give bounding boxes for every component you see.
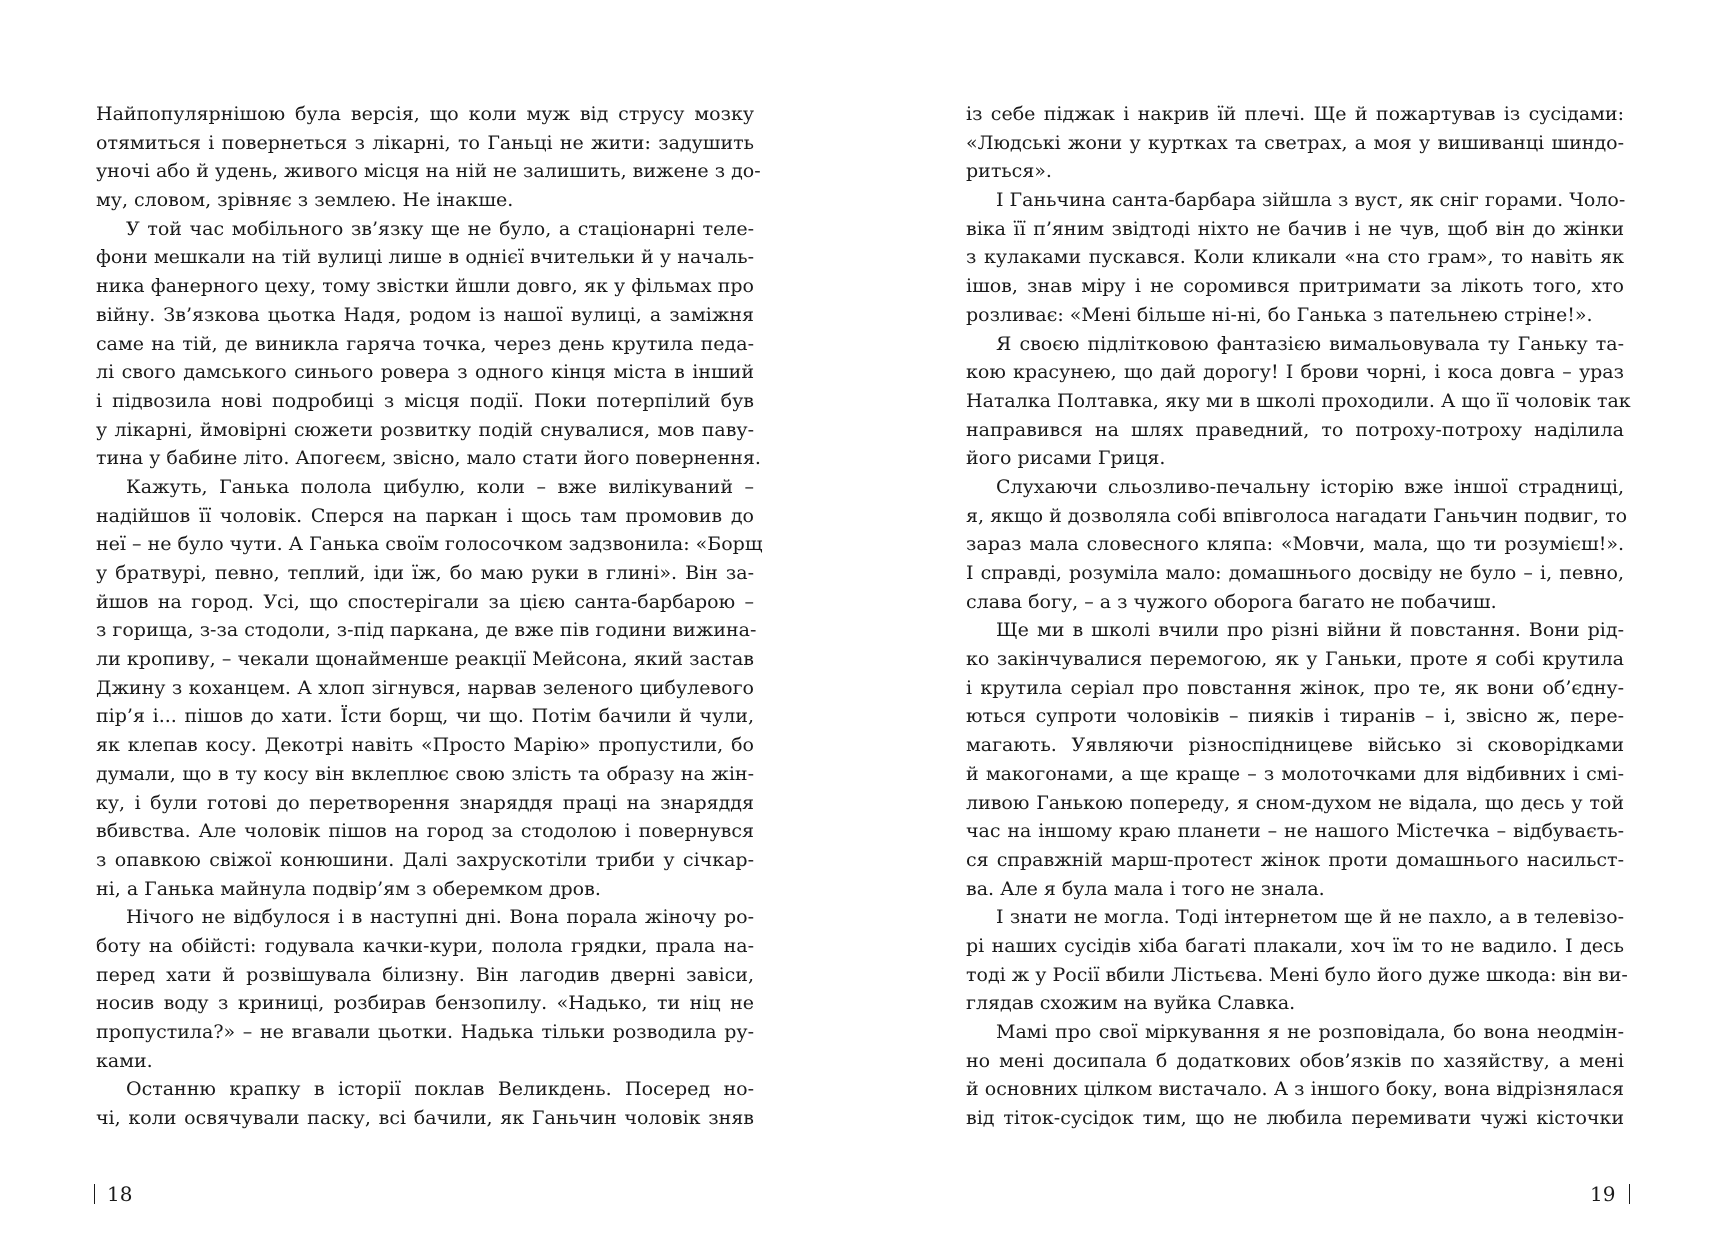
- folio-rule: [1629, 1184, 1630, 1204]
- text-line: надійшов її чоловік. Сперся на паркан і щось там промовив до: [96, 504, 754, 527]
- text-line: рі наших сусідів хіба багаті плакали, хоч їм то не вадило. І десь: [966, 934, 1624, 957]
- text-line: Мамі про свої міркування я не розповідала, бо вона неодмін-: [996, 1021, 1624, 1043]
- text-line: но мені досипала б додаткових обов’язків по хазяйству, а мені: [966, 1049, 1624, 1072]
- text-line: розливає: «Мені більше ні-ні, бо Ганька з пательнею стріне!».: [966, 303, 1593, 326]
- text-line: ко закінчувалися перемогою, як у Ганьки, проте я собі крутила: [966, 648, 1624, 671]
- text-line: уночі або й удень, живого місця на ній не залишить, вижене з до-: [96, 160, 761, 183]
- text-line: ками.: [96, 1049, 153, 1072]
- text-line: ні, а Ганька майнула подвір’ям з оберемком дров.: [96, 877, 601, 900]
- text-line: його рисами Гриця.: [966, 447, 1166, 470]
- text-line: І справді, розуміла мало: домашнього досвіду не було – і, певно,: [966, 562, 1624, 584]
- text-line: му, словом, зрівняє з землею. Не інакше.: [96, 189, 514, 212]
- text-line: думали, що в ту косу він вклеплює свою злість та образу на жін-: [96, 762, 754, 785]
- text-line: вбивства. Але чоловік пішов на город за стодолою і повернувся: [96, 820, 754, 843]
- text-line: ва. Але я була мала і того не знала.: [966, 877, 1325, 900]
- text-line: направився на шлях праведний, то потроху-потроху наділила: [966, 418, 1624, 441]
- text-line: магають. Уявляючи різноспідницеве військо зі сковорідками: [966, 734, 1624, 757]
- text-line: Останню крапку в історії поклав Великдень. Посеред но-: [126, 1078, 754, 1101]
- text-line: війну. Зв’язкова цьотка Надя, родом із нашої вулиці, а заміжня: [96, 303, 754, 326]
- text-line: отямиться і повернеться з лікарні, то Ганьці не жити: задушить: [96, 131, 754, 154]
- text-line: у братвурі, певно, теплий, іди їж, бо маю руки в глині». Він за-: [96, 562, 754, 584]
- text-line: чі, коли освячували паску, всі бачили, як Ганьчин чоловік зняв: [96, 1107, 754, 1130]
- text-line: Кажуть, Ганька полола цибулю, коли – вже вилікуваний –: [126, 475, 754, 498]
- text-line: ішов, знав міру і не соромився притримати за лікоть того, хто: [966, 275, 1624, 298]
- text-line: йшов на город. Усі, що спостерігали за цією санта-барбарою –: [96, 590, 754, 613]
- text-line: ку, і були готові до перетворення знаряддя праці на знаряддя: [96, 791, 754, 814]
- text-line: Я своєю підлітковою фантазією вимальовувала ту Ганьку та-: [996, 332, 1624, 355]
- text-line: тина у бабине літо. Апогеєм, звісно, мало стати його повернення.: [96, 447, 761, 470]
- text-line: ли кропиву, – чекали щонайменше реакції Мейсона, який застав: [96, 648, 754, 671]
- text-line: слава богу, – а з чужого оборога багато не побачиш.: [966, 590, 1497, 613]
- text-line: Найпопулярнішою була версія, що коли муж від струсу мозку: [96, 103, 754, 125]
- text-line: з кулаками пускався. Коли кликали «на сто грам», то навіть як: [966, 246, 1624, 269]
- left-page-text: [96, 100, 763, 1133]
- folio-rule: [94, 1184, 95, 1204]
- text-line: у лікарні, ймовірні сюжети розвитку подій снувалися, мов паву-: [96, 418, 754, 441]
- text-line: з горища, з-за стодоли, з-під паркана, де вже пів години вижина-: [96, 619, 757, 642]
- text-line: І Ганьчина санта-барбара зійшла з вуст, як сніг горами. Чоло-: [996, 189, 1626, 212]
- text-line: Слухаючи сльозливо-печальну історію вже іншої страдниці,: [996, 475, 1624, 498]
- text-line: лі свого дамського синього ровера з одного кінця міста в інший: [96, 361, 754, 384]
- text-line: глядав схожим на вуйка Славка.: [966, 992, 1296, 1015]
- text-line: ливою Ганькою попереду, я сном-духом не відала, що десь у той: [966, 791, 1624, 814]
- text-line: неї – не було чути. А Ганька своїм голосочком задзвонила: «Борщ: [96, 533, 763, 556]
- text-line: Джину з коханцем. А хлоп зігнувся, нарвав зеленого цибулевого: [96, 676, 754, 699]
- text-line: риться».: [966, 160, 1052, 183]
- text-line: фони мешкали на тій вулиці лише в однієї вчительки й у началь-: [96, 246, 754, 269]
- text-line: ся справжній марш-протест жінок проти домашнього насильст-: [966, 848, 1624, 871]
- text-line: зараз мала словесного кляпа: «Мовчи, мала, що ти розумієш!».: [966, 533, 1624, 556]
- text-line: ника фанерного цеху, тому звістки йшли довго, як у фільмах про: [96, 275, 754, 298]
- text-line: і крутила серіал про повстання жінок, про те, як вони об’єдну-: [966, 676, 1624, 699]
- right-page-text: [966, 100, 1631, 1133]
- text-line: я, якщо й дозволяла собі впівголоса нагадати Ганьчин подвиг, то: [966, 504, 1628, 527]
- text-line: як клепав косу. Декотрі навіть «Просто Марію» пропустили, бо: [96, 734, 754, 757]
- left-page-number: [94, 1179, 132, 1209]
- text-line: Наталка Полтавка, яку ми в школі проходили. А що її чоловік так: [966, 389, 1631, 412]
- text-line: саме на тій, де виникла гаряча точка, через день крутила педа-: [96, 332, 754, 355]
- text-line: У той час мобільного зв’язку ще не було, а стаціонарні теле-: [126, 217, 754, 240]
- text-line: пір’я і... пішов до хати. Їсти борщ, чи що. Потім бачили й чули,: [96, 705, 754, 728]
- text-line: з опавкою свіжої конюшини. Далі захрускотіли триби у січкар-: [96, 848, 754, 871]
- text-line: ються супроти чоловіків – пияків і тиранів – і, звісно ж, пере-: [966, 705, 1624, 728]
- text-line: носив воду з криниці, розбирав бензопилу. «Надько, ти ніц не: [96, 992, 754, 1015]
- text-line: «Людські жони у куртках та светрах, а моя у вишиванці шиндо-: [966, 131, 1624, 154]
- text-line: і підвозила нові подробиці з місця події. Поки потерпілий був: [96, 389, 754, 412]
- text-line: Нічого не відбулося і в наступні дні. Вона порала жіночу ро-: [126, 906, 754, 929]
- text-line: пропустила?» – не вгавали цьотки. Надька тільки розводила ру-: [96, 1021, 754, 1043]
- text-line: із себе піджак і накрив їй плечі. Ще й пожартував із сусідами:: [966, 103, 1624, 125]
- text-line: від тіток-сусідок тим, що не любила перемивати чужі кісточки: [966, 1107, 1624, 1130]
- text-line: І знати не могла. Тоді інтернетом ще й не пахло, а в телевізо-: [996, 906, 1624, 929]
- text-line: й макогонами, а ще краще – з молоточками для відбивних і смі-: [966, 762, 1624, 785]
- text-line: віка її п’яним звідтоді ніхто не бачив і не чув, щоб він до жінки: [966, 217, 1624, 240]
- text-line: й основних цілком вистачало. А з іншого боку, вона відрізнялася: [966, 1078, 1624, 1101]
- text-line: Ще ми в школі вчили про різні війни й повстання. Вони рід-: [996, 619, 1624, 642]
- text-line: перед хати й розвішувала білизну. Він лагодив дверні завіси,: [96, 963, 754, 986]
- text-line: тоді ж у Росії вбили Лістьєва. Мені було його дуже шкода: він ви-: [966, 963, 1628, 986]
- text-line: час на іншому краю планети – не нашого Містечка – відбуваєть-: [966, 820, 1624, 843]
- right-page-number: [1590, 1179, 1630, 1209]
- text-line: кою красунею, що дай дорогу! І брови чорні, і коса довга – ураз: [966, 361, 1624, 384]
- page-number: 19: [1590, 1182, 1616, 1206]
- text-line: боту на обійсті: годувала качки-кури, полола грядки, прала на-: [96, 934, 754, 957]
- page-number: 18: [107, 1182, 133, 1206]
